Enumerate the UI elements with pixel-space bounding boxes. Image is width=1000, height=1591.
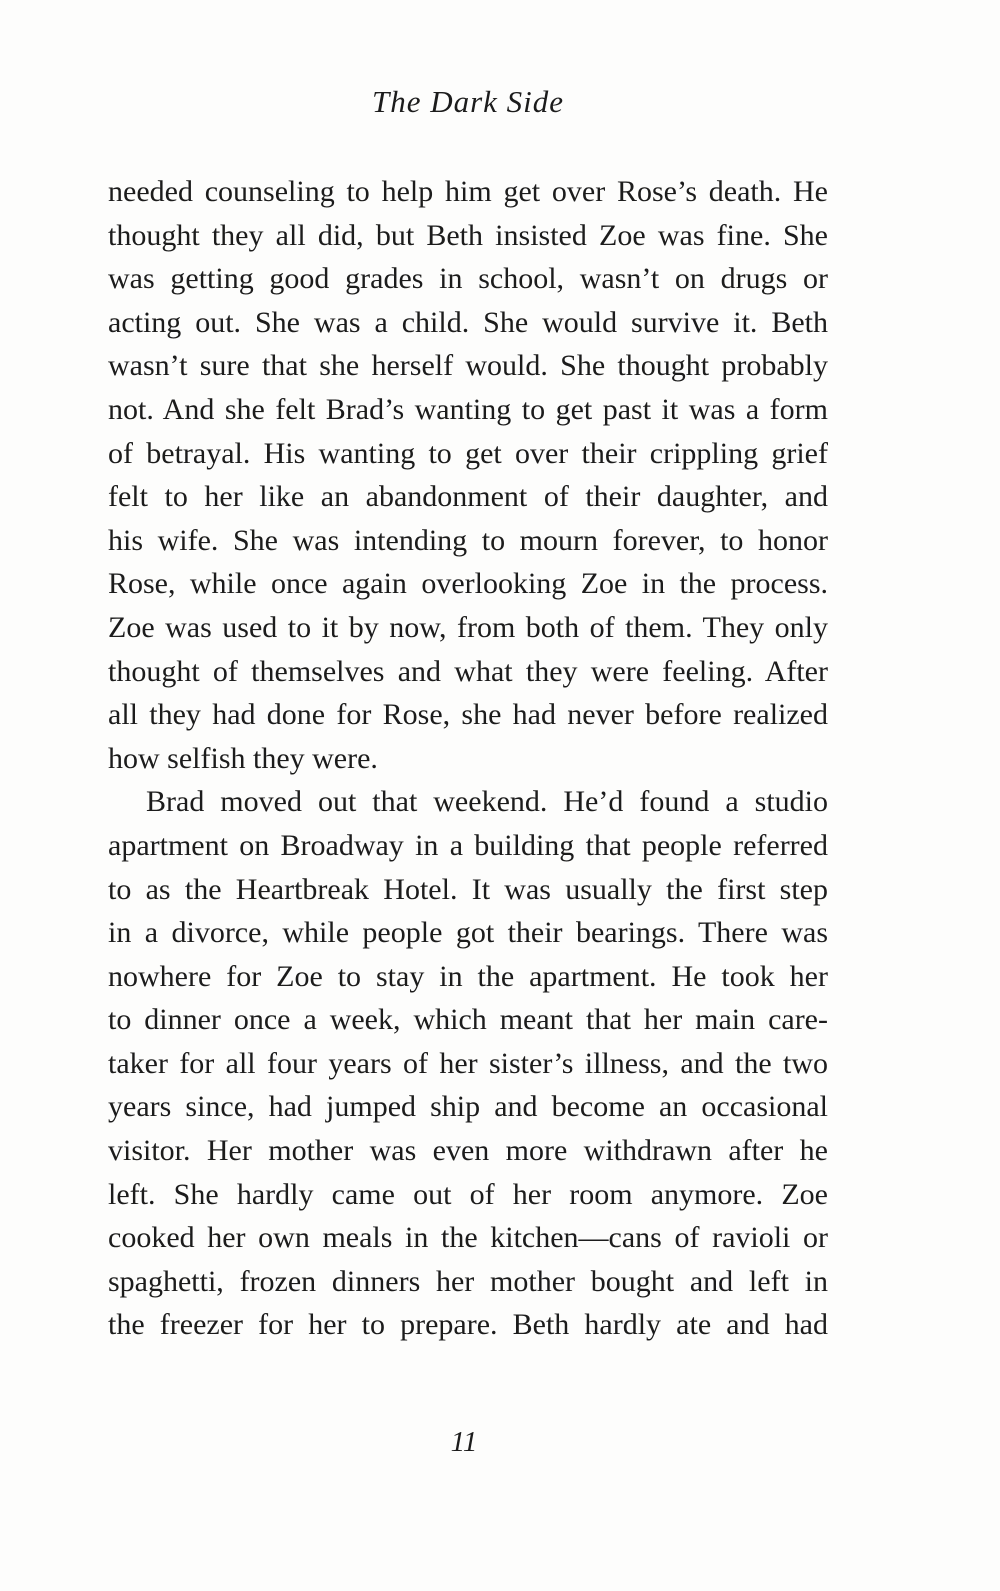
running-head: The Dark Side (371, 84, 565, 119)
text-line: taker for all four years of her sister’s illness, and the two (108, 1046, 828, 1080)
text-line: not. And she felt Brad’s wanting to get past it was a form (108, 392, 828, 426)
text-line: to as the Heartbreak Hotel. It was usually the first step (108, 872, 828, 906)
text-line: years since, had jumped ship and become an occasional (108, 1090, 828, 1124)
text-line: of betrayal. His wanting to get over their crippling grief (108, 436, 828, 470)
text-line: cooked her own meals in the kitchen—cans of ravioli or (108, 1221, 828, 1255)
text-line: acting out. She was a child. She would survive it. Beth (108, 305, 828, 339)
text-line: his wife. She was intending to mourn forever, to honor (108, 523, 828, 557)
text-line: nowhere for Zoe to stay in the apartment. He took her (108, 959, 828, 993)
text-line: the freezer for her to prepare. Beth hardly ate and had (108, 1308, 828, 1342)
paragraph (108, 170, 828, 780)
page-number: 11 (450, 1426, 478, 1458)
text-line: all they had done for Rose, she had never before realized (108, 698, 828, 732)
text-line: Brad moved out that weekend. He’d found a studio (146, 785, 828, 819)
text-line: thought they all did, but Beth insisted Zoe was fine. She (108, 218, 828, 252)
text-line: wasn’t sure that she herself would. She thought probably (108, 349, 828, 383)
text-line: thought of themselves and what they were feeling. After (108, 654, 828, 688)
text-line: spaghetti, frozen dinners her mother bought and left in (108, 1264, 828, 1298)
text-line: Zoe was used to it by now, from both of them. They only (108, 610, 828, 644)
text-line: visitor. Her mother was even more withdrawn after he (108, 1134, 828, 1168)
text-line: apartment on Broadway in a building that people referred (108, 828, 828, 862)
body-text (108, 170, 828, 1347)
text-line: in a divorce, while people got their bearings. There was (108, 916, 828, 950)
text-line: to dinner once a week, which meant that her main care- (108, 1003, 828, 1037)
paragraph (108, 780, 828, 1347)
text-line: how selfish they were. (108, 741, 378, 775)
text-line: needed counseling to help him get over Rose’s death. He (108, 175, 828, 208)
text-line: left. She hardly came out of her room anymore. Zoe (108, 1177, 828, 1211)
text-line: felt to her like an abandonment of their daughter, and (108, 480, 828, 514)
text-line: Rose, while once again overlooking Zoe in the process. (108, 567, 828, 601)
text-line: was getting good grades in school, wasn’t on drugs or (108, 262, 828, 296)
